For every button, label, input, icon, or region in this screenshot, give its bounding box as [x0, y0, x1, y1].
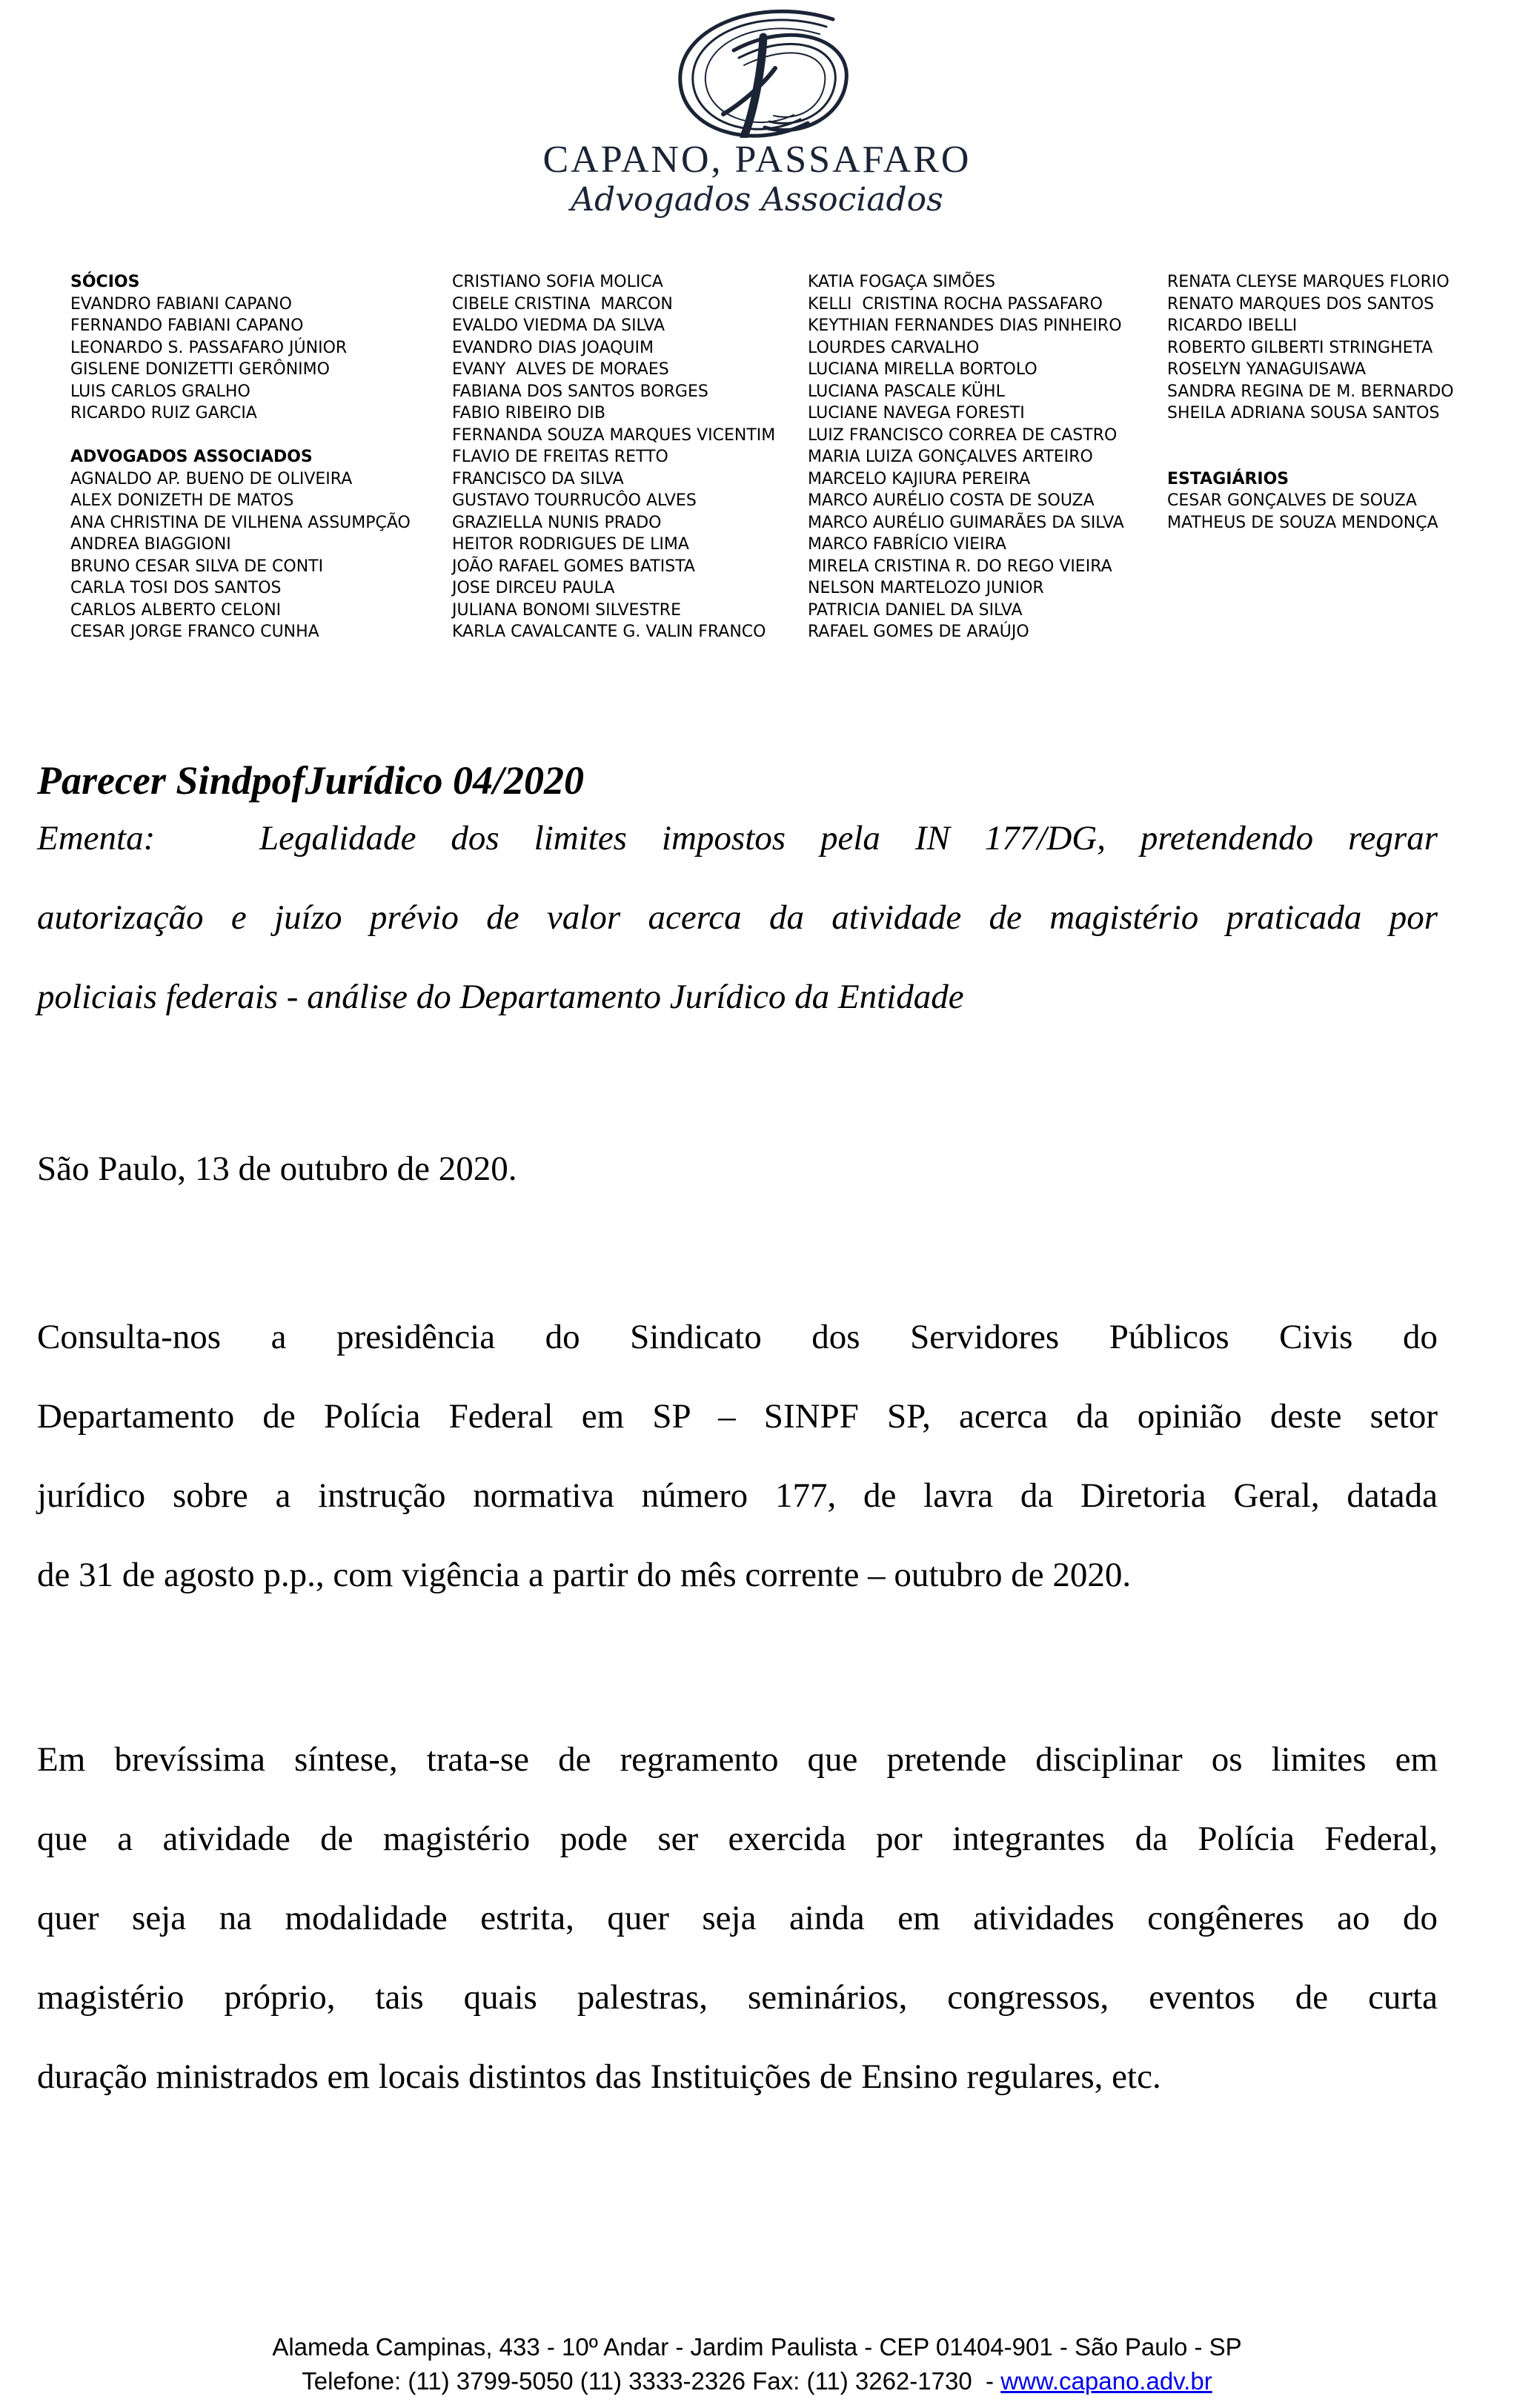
- body-paragraph-2: [37, 1720, 1438, 2117]
- staff-entry: LUIZ FRANCISCO CORREA DE CASTRO: [808, 425, 1118, 445]
- text-line: Consulta-nos a presidência do Sindicato dos Servidores Públicos Civis do: [37, 1318, 1438, 1356]
- text-line: Em brevíssima síntese, trata-se de regramento que pretende disciplinar os limites em: [37, 1740, 1438, 1779]
- staff-column-1: [70, 271, 452, 643]
- staff-entry: CARLOS ALBERTO CELONI: [70, 600, 282, 620]
- staff-entry: JULIANA BONOMI SILVESTRE: [452, 600, 681, 620]
- staff-entry: NELSON MARTELOZO JUNIOR: [808, 579, 1044, 597]
- footer-contact: [0, 2364, 1514, 2398]
- staff-entry: FERNANDA SOUZA MARQUES VICENTIM: [452, 425, 776, 445]
- text-line: magistério próprio, tais quais palestras, seminários, congressos, eventos de curta: [37, 1978, 1438, 2017]
- staff-entry: GISLENE DONIZETTI GERÔNIMO: [70, 360, 330, 379]
- text-line: policiais federais - análise do Departamento Jurídico da Entidade: [37, 978, 964, 1016]
- text-line: quer seja na modalidade estrita, quer seja ainda em atividades congêneres ao do: [37, 1899, 1438, 1937]
- staff-entry: LUIS CARLOS GRALHO: [70, 382, 250, 401]
- staff-entry: RICARDO RUIZ GARCIA: [70, 404, 257, 422]
- staff-entry: HEITOR RODRIGUES DE LIMA: [452, 535, 689, 554]
- staff-spacer: [1167, 446, 1514, 468]
- firm-name: CAPANO, PASSAFARO: [542, 139, 972, 181]
- staff-entry: ROSELYN YANAGUISAWA: [1167, 360, 1367, 379]
- staff-entry: FLAVIO DE FREITAS RETTO: [452, 448, 668, 466]
- firm-tagline: Advogados Associados: [571, 181, 943, 219]
- staff-entry: MARIA LUIZA GONÇALVES ARTEIRO: [808, 448, 1093, 466]
- staff-entry: EVANDRO FABIANI CAPANO: [70, 294, 292, 314]
- staff-entry: KATIA FOGAÇA SIMÕES: [808, 273, 996, 291]
- text-line: Departamento de Polícia Federal em SP – SINPF SP, acerca da opinião deste setor: [37, 1397, 1438, 1436]
- staff-entry: CRISTIANO SOFIA MOLICA: [452, 273, 663, 291]
- footer-phones: Telefone: (11) 3799-5050 (11) 3333-2326 Fax: (11) 3262-1730 -: [302, 2367, 1001, 2395]
- cp-monogram-icon: [646, 6, 869, 138]
- page-footer: [0, 2330, 1514, 2398]
- staff-entry: MARCELO KAJIURA PEREIRA: [808, 469, 1031, 488]
- staff-entry: PATRICIA DANIEL DA SILVA: [808, 600, 1023, 620]
- staff-entry: MATHEUS DE SOUZA MENDONÇA: [1167, 513, 1438, 532]
- staff-entry: FERNANDO FABIANI CAPANO: [70, 316, 304, 335]
- staff-group-header: SÓCIOS: [70, 273, 140, 291]
- staff-entry: KARLA CAVALCANTE G. VALIN FRANCO: [452, 623, 766, 641]
- body-paragraph-1: [37, 1298, 1438, 1615]
- staff-entry: GUSTAVO TOURRUCÔO ALVES: [452, 491, 697, 510]
- staff-entry: EVALDO VIEDMA DA SILVA: [452, 316, 665, 335]
- staff-entry: CESAR JORGE FRANCO CUNHA: [70, 623, 319, 641]
- staff-entry: RENATO MARQUES DOS SANTOS: [1167, 294, 1435, 314]
- staff-entry: ANDREA BIAGGIONI: [70, 535, 231, 554]
- staff-entry: RAFAEL GOMES DE ARAÚJO: [808, 623, 1029, 641]
- document-date: São Paulo, 13 de outubro de 2020.: [37, 1150, 517, 1188]
- staff-entry: CIBELE CRISTINA MARCON: [452, 294, 673, 314]
- staff-entry: MARCO FABRÍCIO VIEIRA: [808, 535, 1006, 554]
- staff-entry: FRANCISCO DA SILVA: [452, 469, 624, 488]
- staff-entry: CARLA TOSI DOS SANTOS: [70, 579, 282, 597]
- staff-entry: KELLI CRISTINA ROCHA PASSAFARO: [808, 294, 1103, 314]
- text-line: jurídico sobre a instrução normativa número 177, de lavra da Diretoria Geral, datada: [37, 1476, 1438, 1515]
- staff-column-4: [1167, 271, 1514, 643]
- staff-entry: MARCO AURÉLIO GUIMARÃES DA SILVA: [808, 513, 1124, 532]
- staff-entry: ANA CHRISTINA DE VILHENA ASSUMPÇÃO: [70, 513, 411, 532]
- staff-entry: ROBERTO GILBERTI STRINGHETA: [1167, 338, 1433, 357]
- staff-entry: BRUNO CESAR SILVA DE CONTI: [70, 557, 324, 576]
- staff-group-header: ESTAGIÁRIOS: [1167, 469, 1289, 488]
- website-link[interactable]: www.capano.adv.br: [1000, 2367, 1212, 2395]
- staff-entry: MIRELA CRISTINA R. DO REGO VIEIRA: [808, 557, 1112, 576]
- footer-address: Alameda Campinas, 433 - 10º Andar - Jardim Paulista - CEP 01404-901 - São Paulo - SP: [272, 2333, 1242, 2361]
- staff-entry: LEONARDO S. PASSAFARO JÚNIOR: [70, 338, 348, 357]
- staff-entry: EVANY ALVES DE MORAES: [452, 360, 669, 379]
- staff-entry: RENATA CLEYSE MARQUES FLORIO: [1167, 273, 1450, 291]
- staff-entry: LUCIANE NAVEGA FORESTI: [808, 404, 1025, 422]
- staff-spacer: [1167, 425, 1514, 447]
- staff-entry: ALEX DONIZETH DE MATOS: [70, 491, 294, 510]
- text-line: de 31 de agosto p.p., com vigência a partir do mês corrente – outubro de 2020.: [37, 1556, 1132, 1594]
- staff-column-3: [808, 271, 1167, 643]
- staff-spacer: [70, 425, 452, 447]
- text-line: que a atividade de magistério pode ser exercida por integrantes da Polícia Federal,: [37, 1820, 1438, 1858]
- staff-entry: GRAZIELLA NUNIS PRADO: [452, 513, 662, 532]
- staff-entry: EVANDRO DIAS JOAQUIM: [452, 338, 654, 357]
- staff-entry: JOÃO RAFAEL GOMES BATISTA: [452, 557, 695, 576]
- text-line: Ementa: Legalidade dos limites impostos pela IN 177/DG, pretendendo regrar: [37, 819, 1438, 858]
- text-line: autorização e juízo prévio de valor acerca da atividade de magistério praticada por: [37, 898, 1438, 937]
- staff-entry: SANDRA REGINA DE M. BERNARDO: [1167, 382, 1454, 401]
- text-line: duração ministrados em locais distintos das Instituições de Ensino regulares, etc.: [37, 2057, 1161, 2096]
- staff-directory: [70, 271, 1514, 643]
- staff-group-header: ADVOGADOS ASSOCIADOS: [70, 448, 313, 466]
- staff-entry: RICARDO IBELLI: [1167, 316, 1298, 335]
- staff-entry: FABIO RIBEIRO DIB: [452, 404, 605, 422]
- document-title: Parecer SindpofJurídico 04/2020: [37, 758, 584, 803]
- staff-entry: LOURDES CARVALHO: [808, 338, 980, 357]
- staff-column-2: [452, 271, 808, 643]
- staff-entry: SHEILA ADRIANA SOUSA SANTOS: [1167, 404, 1440, 422]
- staff-entry: LUCIANA MIRELLA BORTOLO: [808, 360, 1037, 379]
- firm-logo: [0, 6, 1514, 219]
- staff-entry: JOSE DIRCEU PAULA: [452, 579, 615, 597]
- staff-entry: KEYTHIAN FERNANDES DIAS PINHEIRO: [808, 316, 1122, 335]
- staff-entry: LUCIANA PASCALE KÜHL: [808, 382, 1005, 401]
- staff-entry: CESAR GONÇALVES DE SOUZA: [1167, 491, 1417, 510]
- staff-entry: FABIANA DOS SANTOS BORGES: [452, 382, 708, 401]
- staff-entry: MARCO AURÉLIO COSTA DE SOUZA: [808, 491, 1095, 510]
- ementa-paragraph: [37, 799, 1438, 1037]
- staff-entry: AGNALDO AP. BUENO DE OLIVEIRA: [70, 469, 353, 488]
